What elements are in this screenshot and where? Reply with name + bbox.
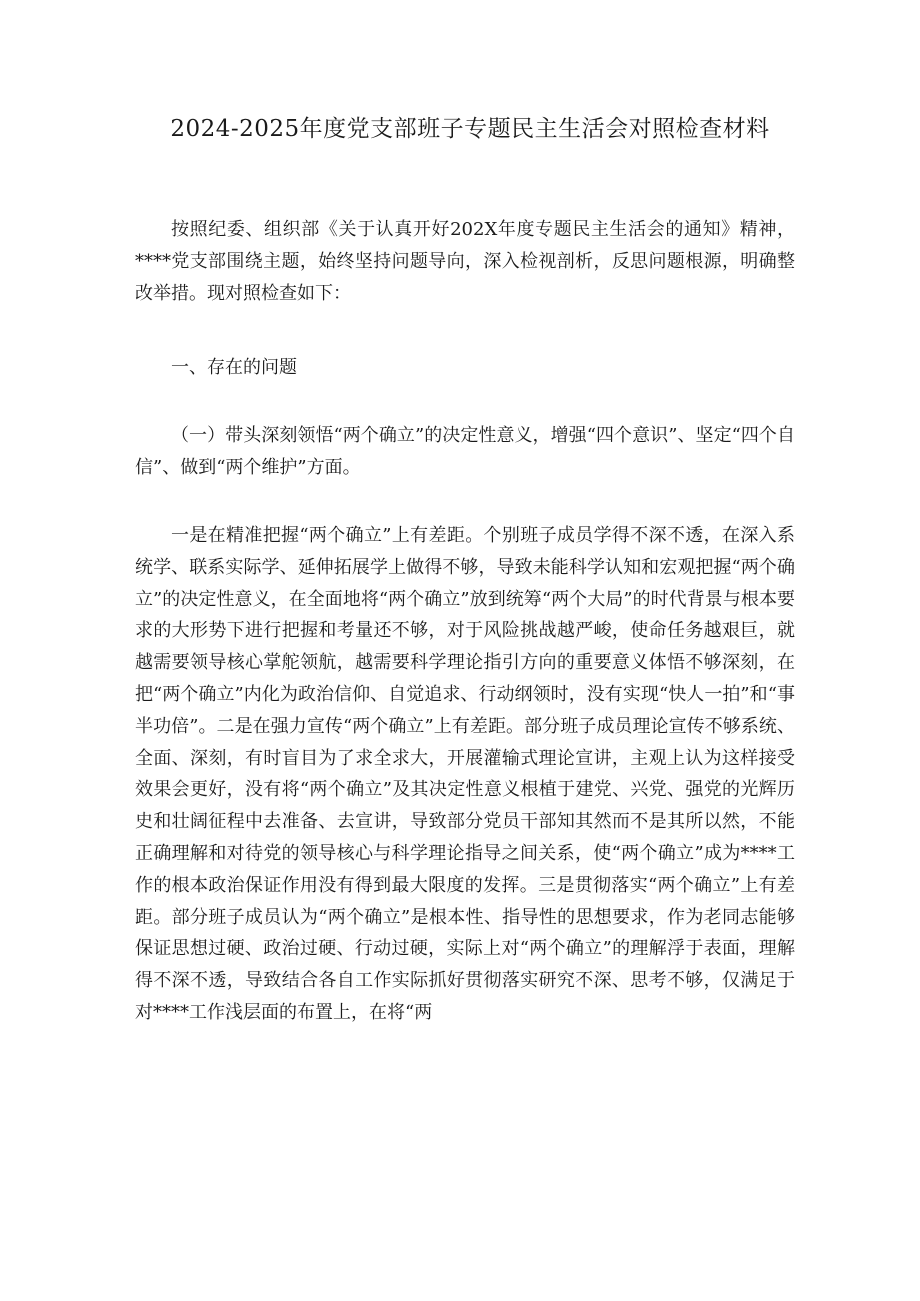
subsection-heading: （一）带头深刻领悟“两个确立”的决定性意义，增强“四个意识”、坚定“四个自信”、做到“两个维护”方面。 <box>135 425 795 478</box>
document-title: 2024-2025年度党支部班子专题民主生活会对照检查材料 <box>170 116 770 142</box>
body-paragraph: 一是在精准把握“两个确立”上有差距。个别班子成员学得不深不透，在深入系统学、联系实际学、延伸拓展学上做得不够，导致未能科学认知和宏观把握“两个确立”的决定性意义，在全面地将“两个确立”放到统筹“两个大局”的时代背景与根本要求的大形势下进行把握和考量还不够，对于风险挑战越严峻，使命任务越艰巨，就越需要领导核心掌舵领航，越需要科学理论指引方向的重要意义体悟不够深刻，在把“两个确立”内化为政治信仰、自觉追求、行动纲领时，没有实现“快人一拍”和“事半功倍”。二是在强力宣传“两个确立”上有差距。部分班子成员理论宣传不够系统、全面、深刻，有时盲目为了求全求大，开展灌输式理论宣讲，主观上认为这样接受效果会更好，没有将“两个确立”及其决定性意义根植于建党、兴党、强党的光辉历史和壮阔征程中去准备、去宣讲，导致部分党员干部知其然而不是其所以然，不能正确理解和对待党的领导核心与科学理论指导之间关系，使“两个确立”成为****工作的根本政治保证作用没有得到最大限度的发挥。三是贯彻落实“两个确立”上有差距。部分班子成员认为“两个确立”是根本性、指导性的思想要求，作为老同志能够保证思想过硬、政治过硬、行动过硬，实际上对“两个确立”的理解浮于表面，理解得不深不透，导致结合各自工作实际抓好贯彻落实研究不深、思考不够，仅满足于对****工作浅层面的布置上，在将“两 <box>135 525 795 1023</box>
intro-paragraph: 按照纪委、组织部《关于认真开好202X年度专题民主生活会的通知》精神，****党支部围绕主题，始终坚持问题导向，深入检视剖析，反思问题根源，明确整改举措。现对照检查如下： <box>135 219 795 304</box>
section-heading: 一、存在的问题 <box>171 357 297 378</box>
